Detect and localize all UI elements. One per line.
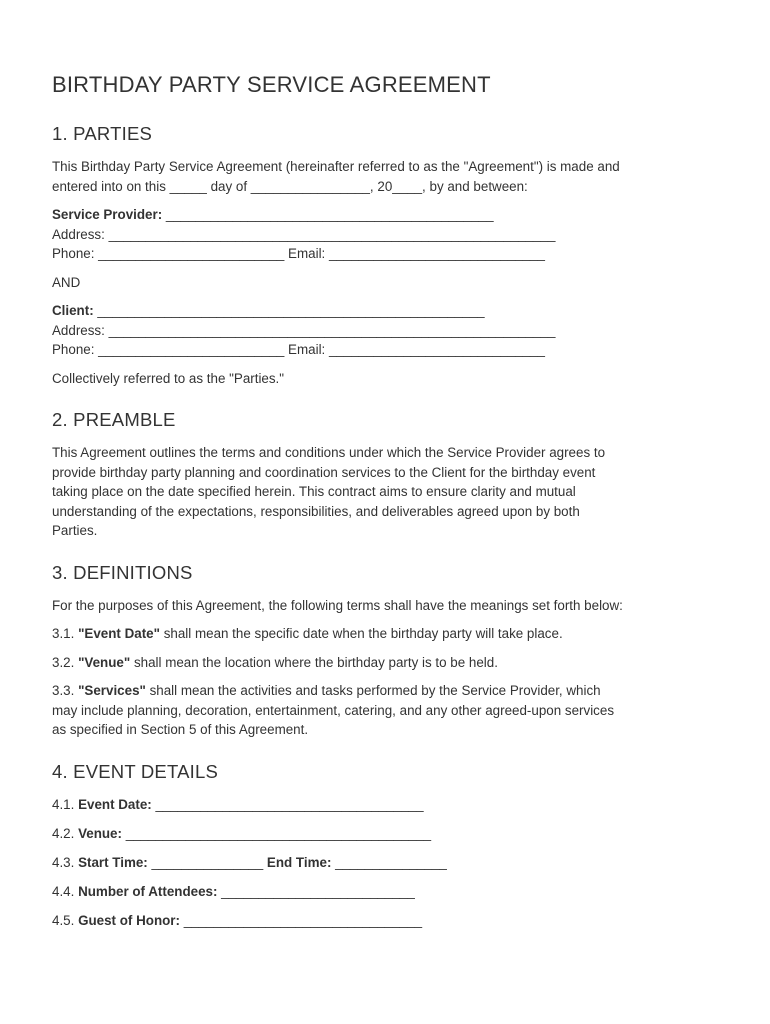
client-label: Client:	[52, 303, 94, 318]
preamble-line: Parties.	[52, 523, 98, 538]
definition-number: 3.3.	[52, 683, 79, 698]
attendees-blank: __________________________	[217, 883, 415, 899]
preamble-line: This Agreement outlines the terms and conditions under which the Service Provider agrees to	[52, 445, 606, 460]
definition-term: "Venue"	[78, 654, 131, 670]
client-line	[52, 301, 722, 321]
section-2-heading: 2. PREAMBLE	[52, 409, 176, 430]
time-fields	[52, 853, 722, 873]
attendees-field	[52, 882, 722, 902]
start-time-blank: _______________	[147, 854, 267, 870]
item-number: 4.3.	[52, 854, 79, 870]
item-number: 4.2.	[52, 825, 79, 841]
preamble-paragraph	[52, 443, 722, 541]
start-time-label: Start Time:	[78, 854, 148, 870]
definition-term: "Event Date"	[78, 626, 160, 641]
definition-venue	[52, 653, 722, 673]
and-separator: AND	[52, 274, 81, 290]
section-3-heading: 3. DEFINITIONS	[52, 561, 193, 583]
collectively-referred: Collectively referred to as the "Parties."	[52, 370, 285, 386]
item-number: 4.4.	[52, 883, 79, 899]
definition-text: shall mean the specific date when the birthday party will take place.	[159, 626, 563, 641]
agreement-document	[52, 68, 722, 930]
client-blank: ____________________________________________________	[93, 303, 485, 318]
definition-text: shall mean the activities and tasks performed by the Service Provider, which	[145, 683, 601, 698]
client-phone-email: Phone: _________________________ Email: _____________________________	[52, 342, 545, 357]
venue-field	[52, 824, 722, 844]
guest-of-honor-field	[52, 911, 722, 931]
parties-intro-line-1: This Birthday Party Service Agreement (hereinafter referred to as the "Agreement") is made and	[52, 159, 620, 174]
venue-blank: _________________________________________	[121, 825, 432, 841]
client-address: Address: ____________________________________________________________	[52, 322, 556, 338]
definition-event-date	[52, 624, 722, 644]
guest-of-honor-label: Guest of Honor:	[78, 912, 180, 928]
event-date-blank: ____________________________________	[151, 796, 424, 812]
service-provider-blank: ____________________________________________	[162, 207, 494, 222]
service-provider-label: Service Provider:	[52, 207, 163, 222]
service-provider-address: Address: ____________________________________________________________	[52, 226, 556, 242]
end-time-blank: _______________	[331, 854, 447, 870]
event-date-field	[52, 795, 722, 815]
definition-text: shall mean the location where the birthday party is to be held.	[130, 654, 498, 670]
section-4-heading: 4. EVENT DETAILS	[52, 760, 218, 782]
section-1-heading: 1. PARTIES	[52, 123, 153, 144]
preamble-line: provide birthday party planning and coordination services to the Client for the birthday event	[52, 464, 596, 480]
venue-label: Venue:	[78, 825, 122, 841]
event-date-label: Event Date:	[78, 796, 152, 812]
definition-services-line-3: as specified in Section 5 of this Agreement.	[52, 722, 309, 737]
item-number: 4.5.	[52, 912, 79, 928]
guest-of-honor-blank: ________________________________	[179, 912, 423, 928]
preamble-line: understanding of the expectations, responsibilities, and deliverables agreed upon by both	[52, 503, 580, 519]
parties-intro-line-2: entered into on this _____ day of ________________, 20____, by and between:	[52, 178, 528, 194]
preamble-line: taking place on the date specified herein. This contract aims to ensure clarity and mutual	[52, 484, 576, 499]
service-provider-line	[52, 205, 722, 225]
definition-services-line-2: may include planning, decoration, entertainment, catering, and any other agreed-upon services	[52, 702, 615, 718]
attendees-label: Number of Attendees:	[78, 883, 218, 899]
service-provider-phone-email: Phone: _________________________ Email: _____________________________	[52, 246, 545, 261]
definitions-intro: For the purposes of this Agreement, the following terms shall have the meanings set forth below:	[52, 597, 623, 613]
definition-term: "Services"	[78, 683, 146, 698]
definition-services	[52, 681, 722, 701]
definition-number: 3.1.	[52, 626, 79, 641]
end-time-label: End Time:	[266, 854, 332, 870]
definition-number: 3.2.	[52, 654, 79, 670]
document-title: BIRTHDAY PARTY SERVICE AGREEMENT	[52, 72, 491, 97]
item-number: 4.1.	[52, 796, 79, 812]
